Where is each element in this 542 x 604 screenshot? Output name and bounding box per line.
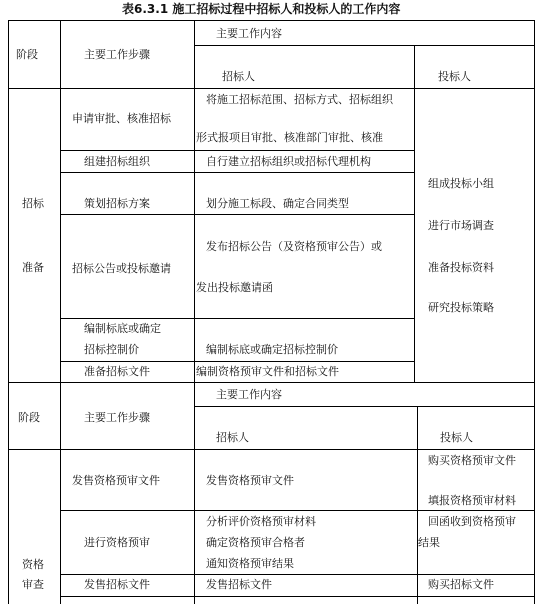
step-cell: 编制标底或确定: [84, 322, 161, 335]
rule: [60, 574, 535, 575]
header-steps: 主要工作步骤: [84, 411, 150, 424]
rule: [60, 510, 535, 511]
content-cell: 发售招标文件: [206, 578, 272, 591]
content-cell: 自行建立招标组织或招标代理机构: [206, 155, 371, 168]
rule: [60, 382, 61, 604]
border-left: [8, 20, 9, 604]
rule: [8, 88, 535, 89]
rule: [8, 382, 535, 383]
rule: [194, 406, 535, 407]
rule: [60, 214, 415, 215]
stage-label: 准备: [22, 261, 44, 274]
content-cell: 确定资格预审合格者: [206, 536, 305, 549]
content-cell: 将施工招标范围、招标方式、招标组织: [206, 93, 393, 106]
header-stage: 阶段: [18, 411, 40, 424]
bidder-item: 准备投标资料: [428, 261, 494, 274]
bidder-item: 研究投标策略: [428, 301, 494, 314]
content-cell: 划分施工标段、确定合同类型: [206, 197, 349, 210]
content-cell: 分析评价资格预审材料: [206, 515, 316, 528]
bidder-cell: 填报资格预审材料: [428, 494, 516, 507]
rule: [60, 318, 415, 319]
rule: [60, 361, 415, 362]
content-cell: 编制标底或确定招标控制价: [206, 343, 338, 356]
step-cell: 组建招标组织: [84, 155, 150, 168]
header-steps: 主要工作步骤: [84, 48, 150, 61]
step-cell: 准备招标文件: [84, 365, 150, 378]
step-cell: 申请审批、核准招标: [72, 112, 171, 125]
step-cell: 招标公告或投标邀请: [72, 262, 171, 275]
content-cell: 发售资格预审文件: [206, 474, 294, 487]
step-cell: 发售招标文件: [84, 578, 150, 591]
rule: [60, 150, 415, 151]
stage-label: 审查: [22, 578, 44, 591]
rule: [60, 172, 415, 173]
header-content: 主要工作内容: [216, 27, 282, 40]
content-cell: 发出投标邀请函: [196, 281, 273, 294]
rule: [194, 20, 195, 382]
rule: [417, 406, 418, 604]
header-tenderer: 招标人: [216, 431, 249, 444]
bidder-item: 组成投标小组: [428, 177, 494, 190]
stage-label: 招标: [22, 197, 44, 210]
header-content: 主要工作内容: [216, 388, 282, 401]
rule: [194, 45, 535, 46]
step-cell: 发售资格预审文件: [72, 474, 160, 487]
content-cell: 编制资格预审文件和招标文件: [196, 365, 339, 378]
rule: [60, 20, 61, 382]
content-cell: 通知资格预审结果: [206, 557, 294, 570]
step-cell: 策划招标方案: [84, 197, 150, 210]
header-bidder: 投标人: [438, 70, 471, 83]
bidder-cell: 回函收到资格预审: [428, 515, 516, 528]
rule: [60, 596, 535, 597]
rule: [414, 45, 415, 382]
table-title: 表6.3.1 施工招标过程中招标人和投标人的工作内容: [122, 2, 401, 16]
rule: [8, 20, 535, 21]
header-stage: 阶段: [16, 48, 38, 61]
bidder-cell: 购买资格预审文件: [428, 454, 516, 467]
step-cell: 招标控制价: [84, 343, 139, 356]
step-cell: 进行资格预审: [84, 536, 150, 549]
rule: [194, 382, 195, 604]
content-cell: 形式报项目审批、核准部门审批、核准: [196, 131, 383, 144]
border-right: [534, 20, 535, 604]
bidder-cell: 购买招标文件: [428, 578, 494, 591]
header-tenderer: 招标人: [222, 70, 255, 83]
header-bidder: 投标人: [440, 431, 473, 444]
stage-label: 资格: [22, 558, 44, 571]
content-cell: 发布招标公告（及资格预审公告）或: [206, 240, 382, 253]
bidder-cell: 结果: [418, 536, 440, 549]
rule: [8, 449, 535, 450]
bidder-item: 进行市场调查: [428, 219, 494, 232]
